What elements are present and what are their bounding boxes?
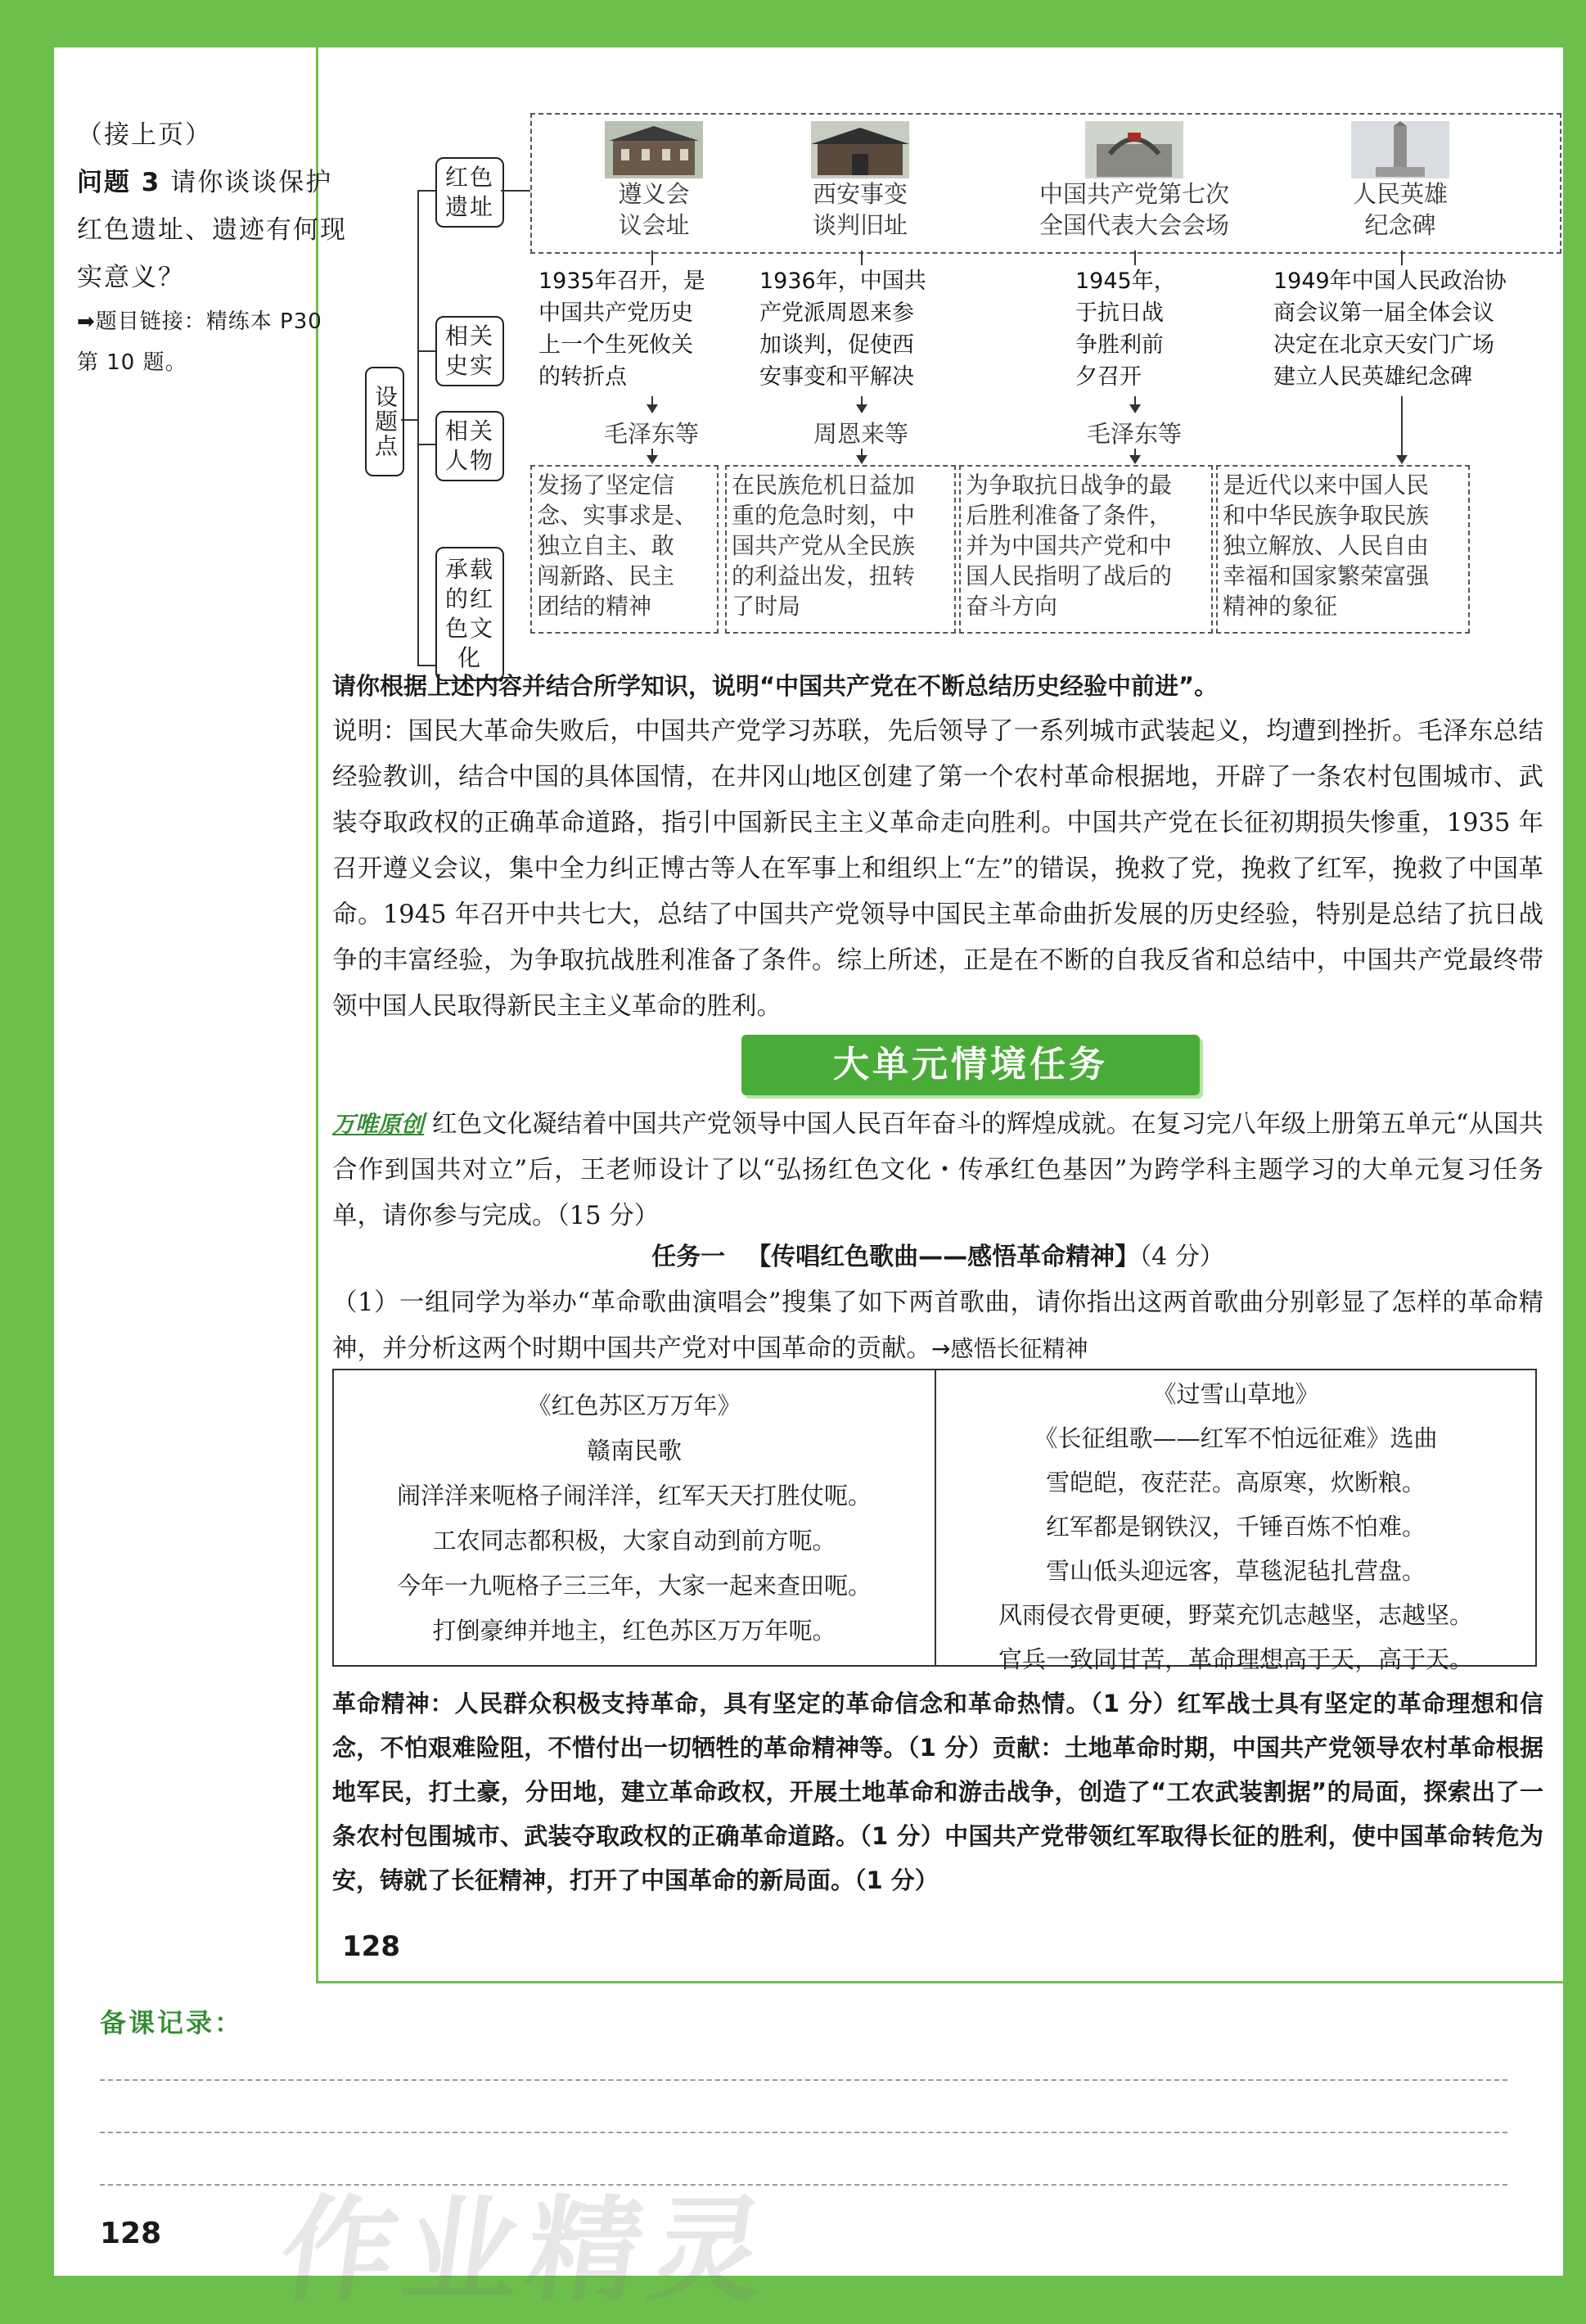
question-label: 问题 3 <box>77 168 161 197</box>
fact-3: 1945年， 于抗日战 争胜利前 夕召开 <box>1075 269 1176 390</box>
zunyi-site-image <box>605 121 703 178</box>
prompt: 请你根据上述内容并结合所学知识，说明“中国共产党在不断总结历史经验中前进”。 <box>332 672 1219 700</box>
song-2-line-4: 风雨侵衣骨更硬，野菜充饥志越坚，志越坚。 <box>998 1601 1473 1629</box>
bracket-spine <box>417 190 419 665</box>
arrow-down-icon <box>1129 455 1141 464</box>
spirit-3: 为争取抗日战争的最 后胜利准备了条件， 并为中国共产党和中 国人民指明了战后的 奋斗方向 <box>959 465 1213 634</box>
fact-to-spirit-line-4 <box>1401 396 1403 458</box>
song-1 <box>332 1369 935 1667</box>
spirit-4: 是近代以来中国人民 和中华民族争取民族 独立解放、人民自由 幸福和国家繁荣富强 精神的象征 <box>1216 465 1470 634</box>
fact-2: 1936年，中国共 产党派周恩来参 加谈判，促使西 安事变和平解决 <box>759 269 926 390</box>
sub-question-1: （1）一组同学为举办“革命歌曲演唱会”搜集了如下两首歌曲，请你指出这两首歌曲分别彰显了怎样的革命精神，并分析这两个时期中国共产党对中国革命的贡献。→感悟长征精神 <box>332 1288 1543 1363</box>
site-caption-2: 西安事变 谈判旧址 <box>812 180 908 239</box>
bracket-tick-1 <box>417 190 435 192</box>
fact-1: 1935年召开，是 中国共产党历史 上一个生死攸关 的转折点 <box>538 269 705 390</box>
arrow-down-icon <box>647 455 658 464</box>
bracket-tick-3 <box>417 444 435 445</box>
xian-site-image <box>811 121 909 178</box>
task1-heading: 任务一 【传唱红色歌曲——感悟革命精神】（4 分） <box>651 1243 1224 1271</box>
monument-image <box>1351 121 1449 178</box>
site-to-fact-line-1 <box>651 250 653 265</box>
arrow-down-icon <box>1396 455 1408 464</box>
intro-paragraph: 万唯原创 红色文化凝结着中国共产党领导中国人民百年奋斗的辉煌成就。在复习完八年级上册第五单元“从国共合作到国共对立”后，王老师设计了以“弘扬红色文化・传承红色基因”为跨学科主题学习的大单元复习任务单，请你参与完成。（15 分） <box>332 1110 1543 1230</box>
diagram-root: 设题点 <box>365 367 404 476</box>
bracket-tick-2 <box>417 350 435 352</box>
song-2-line-5: 官兵一致同甘苦，革命理想高于天，高于天。 <box>998 1645 1473 1673</box>
site-column-4 <box>1298 121 1503 241</box>
arrow-down-icon <box>647 404 658 413</box>
song-1-title: 《红色苏区万万年》 <box>527 1392 741 1419</box>
song-2-title: 《过雪山草地》 <box>1152 1380 1319 1408</box>
site-caption-4: 人民英雄 纪念碑 <box>1352 180 1448 239</box>
section-banner: 大单元情境任务 <box>741 1035 1200 1095</box>
site-column-1 <box>552 121 756 241</box>
song-2-line-2: 红军都是钢铁汉，千锤百炼不怕难。 <box>1045 1513 1426 1541</box>
link-text: 精练本 P30 第 10 题。 <box>77 309 322 375</box>
song-1-line-1: 闹洋洋来呃格子闹洋洋，红军天天打胜仗呃。 <box>396 1482 872 1509</box>
question-text: 请你谈谈保护红色遗址、遗迹有何现实意义？ <box>77 168 347 292</box>
songs-table <box>332 1369 1540 1673</box>
category-red-sites: 红色遗址 <box>435 157 504 228</box>
site-to-fact-line-2 <box>861 250 863 265</box>
song-1-subtitle: 赣南民歌 <box>586 1437 682 1464</box>
site-column-2 <box>758 121 962 241</box>
site-caption-3: 中国共产党第七次 全国代表大会会场 <box>1039 180 1229 239</box>
site-to-fact-line-3 <box>1134 250 1136 265</box>
page-number-inner: 128 <box>342 1930 400 1963</box>
person-2: 周恩来等 <box>813 420 908 448</box>
site-caption-1: 遵义会 议会址 <box>618 180 690 239</box>
song-2-line-1: 雪皑皑，夜茫茫。高原寒，炊断粮。 <box>1045 1469 1426 1496</box>
seventh-congress-site-image <box>1085 121 1183 178</box>
side-column <box>77 111 347 383</box>
song-1-line-2: 工农同志都积极，大家自动到前方呃。 <box>432 1527 836 1555</box>
song-2 <box>935 1369 1537 1673</box>
fact-4: 1949年中国人民政治协 商会议第一届全体会议 决定在北京天安门广场 建立人民英雄纪念碑 <box>1273 269 1507 390</box>
person-3: 毛泽东等 <box>1086 420 1182 448</box>
sub-question-link[interactable]: →感悟长征精神 <box>931 1335 1088 1362</box>
category-persons: 相关人物 <box>435 411 504 481</box>
arrow-down-icon <box>856 404 867 413</box>
explanation: 说明：国民大革命失败后，中国共产党学习苏联，先后领导了一系列城市武装起义，均遭到挫折。毛泽东总结经验教训，结合中国的具体国情，在井冈山地区创建了第一个农村革命根据地，开辟了一条农村包围城市、武装夺取政权的正确革命道路，指引中国新民主主义革命走向胜利。中国共产党在长征初期损失惨重，1935 年召开遵义会议，集中全力纠正博古等人在军事上和组织上“左”的错误，挽救了党，挽救了红军，挽救了中国革命。1945 年召开中共七大，总结了中国共产党领导中国民主革命曲折发展的历史经验，特别是总结了抗日战争的丰富经验，为争取抗战胜利准备了条件。综上所述，正是在不断的自我反省和总结中，中国共产党最终带领中国人民取得新民主主义革命的胜利。 <box>332 717 1543 1021</box>
page <box>54 47 1563 2318</box>
site-column-3 <box>995 121 1273 241</box>
song-1-line-3: 今年一九呃格子三三年，大家一起来查田呃。 <box>396 1572 872 1600</box>
question-link[interactable] <box>77 301 347 383</box>
category-culture: 承载的红色文化 <box>435 547 504 681</box>
topic-diagram <box>365 113 1560 702</box>
song-2-subtitle: 《长征组歌——红军不怕远征难》选曲 <box>1034 1424 1438 1452</box>
watermark: 作业精灵 <box>272 2185 782 2318</box>
spirit-1: 发扬了坚定信 念、实事求是、 独立自主、敢 闯新路、民主 团结的精神 <box>530 465 719 634</box>
content-bottom-divider <box>316 1981 1563 1983</box>
notes-label: 备课记录： <box>100 2007 244 2038</box>
continued-note: （接上页） <box>77 120 212 150</box>
spirit-2: 在民族危机日益加 重的危急时刻，中 国共产党从全民族 的利益出发，扭转 了时局 <box>725 465 956 634</box>
badge-original: 万唯原创 <box>332 1111 425 1138</box>
song-2-line-3: 雪山低头迎远客，草毯泥毡扎营盘。 <box>1045 1557 1426 1585</box>
note-line[interactable] <box>100 2132 1507 2133</box>
root-connector <box>401 419 417 421</box>
arrow-down-icon <box>1129 404 1141 413</box>
note-line[interactable] <box>100 2079 1507 2081</box>
category-facts: 相关史实 <box>435 316 504 386</box>
page-number-outer: 128 <box>100 2217 162 2250</box>
link-prefix: ➡题目链接： <box>77 309 206 334</box>
question-3 <box>77 159 347 301</box>
category-connector-1 <box>501 190 530 192</box>
person-1: 毛泽东等 <box>603 420 699 448</box>
site-to-fact-line-4 <box>1401 250 1403 265</box>
song-1-line-4: 打倒豪绅并地主，红色苏区万万年呃。 <box>432 1617 836 1645</box>
arrow-down-icon <box>856 455 867 464</box>
answer: 革命精神：人民群众积极支持革命，具有坚定的革命信念和革命热情。（1 分）红军战士具有坚定的革命理想和信念，不怕艰难险阻，不惜付出一切牺牲的革命精神等。（1 分）贡献：土地革命时期，中国共产党领导农村革命根据地军民，打土豪，分田地，建立革命政权，开展土地革命和游击战争，创造了“工农武装割据”的局面，探索出了一条农村包围城市、武装夺取政权的正确革命道路。（1 分）中国共产党带领红军取得长征的胜利，使中国革命转危为安，铸就了长征精神，打开了中国革命的新局面。（1 分） <box>332 1690 1543 1894</box>
